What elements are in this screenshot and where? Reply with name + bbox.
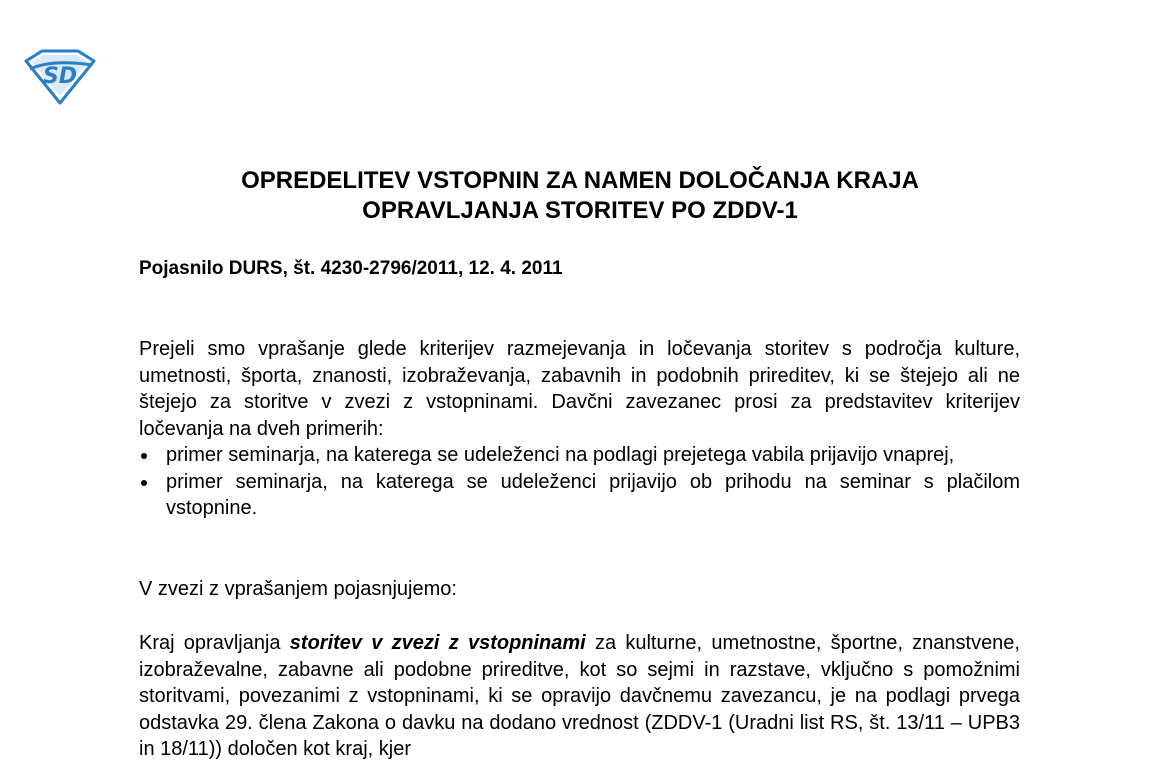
title-line-2: OPRAVLJANJA STORITEV PO ZDDV-1 [362,197,798,224]
bullet-icon [141,480,147,486]
example-list [139,442,1020,522]
intro-paragraph: Prejeli smo vprašanje glede kriterijev razmejevanja in ločevanja storitev s področja kulture, umetnosti, športa, znanosti, izobraževanja, zabavnih in podobnih prireditev, ki se štejejo ali ne štejejo za storitve v zvezi z vstopninami. Davčni zavezanec prosi za predstavitev kriterijev ločevanja na dveh primerih: [139,338,1020,440]
document-title [140,166,1020,226]
bullet-icon [141,453,147,459]
document-subtitle: Pojasnilo DURS, št. 4230-2796/2011, 12. 4. 2011 [139,258,563,279]
company-logo [22,47,96,105]
response-intro: V zvezi z vprašanjem pojasnjujemo: [139,578,457,600]
explanation-paragraph: Kraj opravljanja storitev v zvezi z vstopninami za kulturne, umetnostne, športne, znanstvene, izobraževalne, zabavne ali podobne prireditve, kot so sejmi in razstave, vključno s pomožnimi storitvami, povezanimi z vstopninami, ki se opravijo davčnemu zavezancu, je na podlagi prvega odstavka 29. člena Zakona o davku na dodano vrednost (ZDDV-1 (Uradni list RS, št. 13/11 – UPB3 in 18/11)) določen kot kraj, kjer [139,632,1020,760]
emphasis-text: storitev v zvezi z vstopninami [289,632,586,654]
list-item: primer seminarja, na katerega se udeleženci na podlagi prejetega vabila prijavijo vnaprej, [139,442,1020,469]
logo-lettering: SD [42,64,78,89]
title-line-1: OPREDELITEV VSTOPNIN ZA NAMEN DOLOČANJA KRAJA [241,167,919,194]
list-item: primer seminarja, na katerega se udeleženci prijavijo ob prihodu na seminar s plačilom vstopnine. [139,469,1020,522]
